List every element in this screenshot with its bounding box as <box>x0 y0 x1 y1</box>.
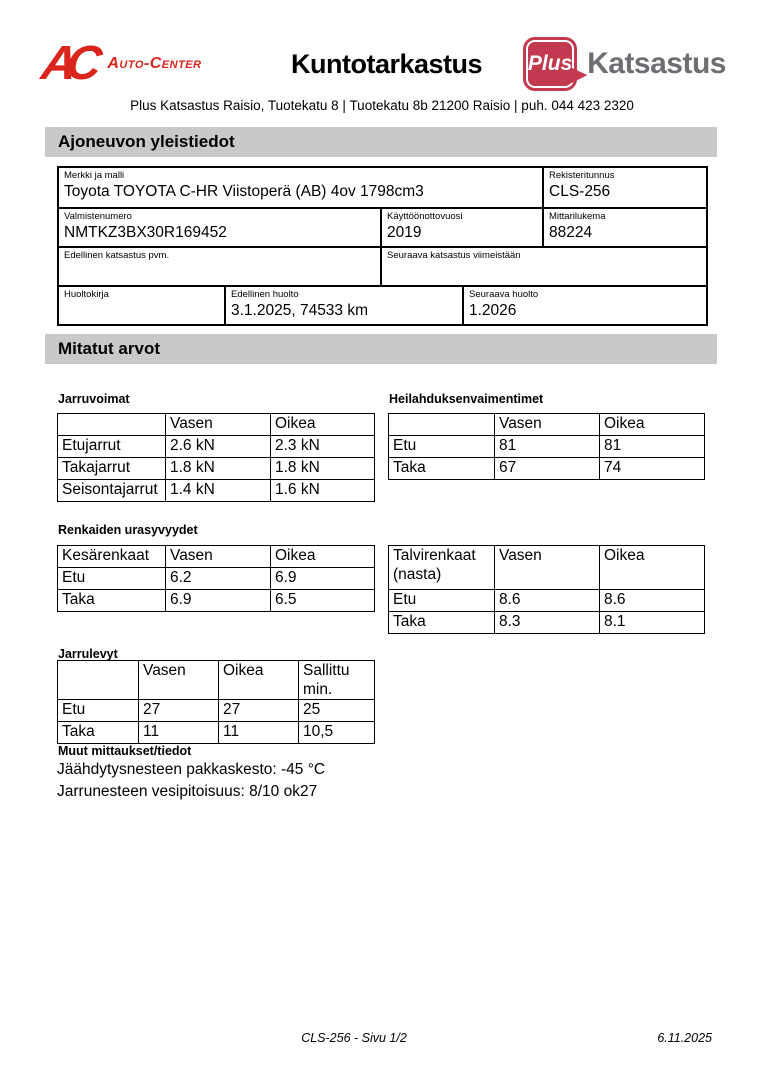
value-cell: 6.5 <box>271 590 375 612</box>
table-row <box>389 436 705 458</box>
brake-discs-table <box>57 660 375 744</box>
row-label: Taka <box>58 722 139 744</box>
value-cell: 27 <box>139 700 219 722</box>
table-row <box>389 458 705 480</box>
value-cell: 6.9 <box>166 590 271 612</box>
coolant-freeze-protection-text: Jäähdytysnesteen pakkaskesto: -45 °C <box>57 761 326 778</box>
vehicle-info-table <box>57 166 708 326</box>
value-cell: 8.3 <box>495 612 600 634</box>
field-value: 2019 <box>387 224 422 241</box>
vehicle-row-make <box>59 168 706 207</box>
table-header-row <box>58 414 375 436</box>
value-cell: 6.2 <box>166 568 271 590</box>
section-header-vehicle-info: Ajoneuvon yleistiedot <box>45 127 717 157</box>
header-cell: Vasen <box>166 546 271 568</box>
table-row <box>58 590 375 612</box>
table-row <box>58 700 375 722</box>
auto-center-monogram-icon: AC <box>38 37 96 90</box>
value-cell: 81 <box>600 436 705 458</box>
header-cell: Oikea <box>600 546 705 590</box>
header-cell: Vasen <box>166 414 271 436</box>
katsastus-logo-text: Katsastus <box>587 47 726 80</box>
auto-center-logo-text: Auto-Center <box>107 55 202 72</box>
value-cell: 1.6 kN <box>271 480 375 502</box>
row-label: Etu <box>58 700 139 722</box>
field-value: 1.2026 <box>469 302 517 319</box>
field-value: NMTKZ3BX30R169452 <box>64 224 227 241</box>
value-cell: 2.3 kN <box>271 436 375 458</box>
row-label: Taka <box>58 590 166 612</box>
value-cell: 27 <box>219 700 299 722</box>
row-label: Taka <box>389 612 495 634</box>
brake-forces-table <box>57 413 375 502</box>
report-header <box>38 34 726 94</box>
value-cell: 11 <box>219 722 299 744</box>
value-cell: 81 <box>495 436 600 458</box>
field-label: Merkki ja malli <box>64 170 125 181</box>
tire-tread-depths-title: Renkaiden urasyvyydet <box>58 523 198 537</box>
header-cell <box>58 661 139 700</box>
table-row <box>58 436 375 458</box>
plus-logo-text: Plus <box>527 52 573 75</box>
cell-mittarilukema <box>542 209 706 246</box>
field-label: Seuraava katsastus viimeistään <box>387 250 521 261</box>
value-cell: 74 <box>600 458 705 480</box>
field-value: 88224 <box>549 224 593 241</box>
header-cell: Sallittu min. <box>299 661 375 700</box>
header-cell <box>58 414 166 436</box>
value-cell: 6.9 <box>271 568 375 590</box>
table-row <box>389 590 705 612</box>
brake-fluid-water-content-text: Jarrunesteen vesipitoisuus: 8/10 ok27 <box>57 783 318 800</box>
header-cell: Vasen <box>495 546 600 590</box>
field-label: Rekisteritunnus <box>549 170 615 181</box>
row-label: Taka <box>389 458 495 480</box>
brake-discs-title: Jarrulevyt <box>58 647 118 661</box>
value-cell: 11 <box>139 722 219 744</box>
plus-bubble-tail-icon <box>570 68 588 86</box>
page-footer <box>0 1031 764 1045</box>
header-cell: Oikea <box>271 414 375 436</box>
field-label: Valmistenumero <box>64 211 132 222</box>
section-header-measured-values: Mitatut arvot <box>45 334 717 364</box>
row-label: Takajarrut <box>58 458 166 480</box>
auto-center-logo <box>38 37 247 90</box>
cell-valmistenumero <box>59 209 380 246</box>
vehicle-row-vin <box>59 207 706 246</box>
table-header-row <box>58 661 375 700</box>
table-header-row <box>58 546 375 568</box>
cell-seuraava-katsastus <box>380 248 706 285</box>
field-value: Toyota TOYOTA C-HR Viistoperä (AB) 4ov 1798cm3 <box>64 183 424 200</box>
row-label: Etu <box>58 568 166 590</box>
row-label: Etu <box>389 590 495 612</box>
row-label: Etu <box>389 436 495 458</box>
table-row <box>58 568 375 590</box>
value-cell: 2.6 kN <box>166 436 271 458</box>
header-cell <box>389 414 495 436</box>
field-label: Seuraava huolto <box>469 289 539 300</box>
cell-edellinen-katsastus <box>59 248 380 285</box>
winter-tires-table <box>388 545 705 634</box>
vehicle-row-service <box>59 285 706 324</box>
value-cell: 1.8 kN <box>271 458 375 480</box>
plus-katsastus-logo <box>526 37 726 91</box>
field-value: 3.1.2025, 74533 km <box>231 302 369 319</box>
value-cell: 1.4 kN <box>166 480 271 502</box>
brake-forces-title: Jarruvoimat <box>58 392 130 406</box>
value-cell: 1.8 kN <box>166 458 271 480</box>
value-cell: 25 <box>299 700 375 722</box>
header-cell: Oikea <box>271 546 375 568</box>
field-label: Edellinen katsastus pvm. <box>64 250 170 261</box>
value-cell: 8.6 <box>495 590 600 612</box>
shock-absorbers-title: Heilahduksenvaimentimet <box>389 392 544 406</box>
cell-merkki-ja-malli <box>59 168 542 207</box>
field-label: Käyttöönottovuosi <box>387 211 463 222</box>
header-cell: Kesärenkaat <box>58 546 166 568</box>
field-value: CLS-256 <box>549 183 611 200</box>
station-address: Plus Katsastus Raisio, Tuotekatu 8 | Tuotekatu 8b 21200 Raisio | puh. 044 423 2320 <box>130 98 634 113</box>
table-row <box>58 458 375 480</box>
header-cell: Oikea <box>219 661 299 700</box>
field-label: Huoltokirja <box>64 289 109 300</box>
header-cell: Vasen <box>139 661 219 700</box>
cell-kayttoonottovuosi <box>380 209 542 246</box>
header-cell: Vasen <box>495 414 600 436</box>
value-cell: 67 <box>495 458 600 480</box>
table-row <box>58 722 375 744</box>
page-title: Kuntotarkastus <box>290 48 483 79</box>
footer-page-label: CLS-256 - Sivu 1/2 <box>301 1031 407 1045</box>
row-label: Seisontajarrut <box>58 480 166 502</box>
field-label: Edellinen huolto <box>231 289 299 300</box>
field-label: Mittarilukema <box>549 211 606 222</box>
table-row <box>389 612 705 634</box>
summer-tires-table <box>57 545 375 612</box>
table-header-row <box>389 414 705 436</box>
cell-seuraava-huolto <box>462 287 706 324</box>
row-label: Etujarrut <box>58 436 166 458</box>
footer-date: 6.11.2025 <box>657 1031 712 1045</box>
value-cell: 10,5 <box>299 722 375 744</box>
cell-edellinen-huolto <box>224 287 462 324</box>
value-cell: 8.1 <box>600 612 705 634</box>
header-cell: Talvirenkaat (nasta) <box>389 546 495 590</box>
other-measurements-title: Muut mittaukset/tiedot <box>58 744 192 758</box>
plus-bubble-icon <box>523 37 577 91</box>
table-row <box>58 480 375 502</box>
header-cell: Oikea <box>600 414 705 436</box>
table-header-row <box>389 546 705 590</box>
shock-absorbers-table <box>388 413 705 480</box>
vehicle-row-inspection-dates <box>59 246 706 285</box>
cell-rekisteritunnus <box>542 168 706 207</box>
value-cell: 8.6 <box>600 590 705 612</box>
cell-huoltokirja <box>59 287 224 324</box>
